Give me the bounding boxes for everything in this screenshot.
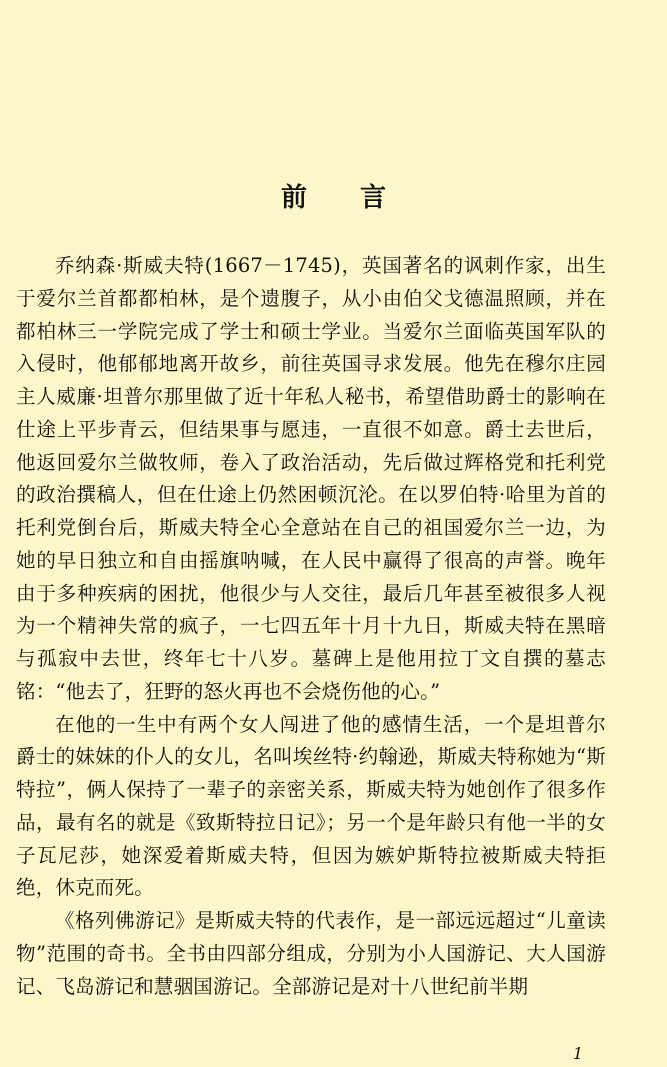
paragraph: 在他的一生中有两个女人闯进了他的感情生活，一个是坦普尔爵士的妹妹的仆人的女儿，名叫埃丝特·约翰逊，斯威夫特称她为“斯特拉”，俩人保持了一辈子的亲密关系，斯威夫特为她创作了很多作品，最有名的就是《致斯特拉日记》；另一个是年龄只有他一半的女子瓦尼莎，她深爱着斯威夫特，但因为嫉妒斯特拉被斯威夫特拒绝，休克而死。 <box>16 712 606 900</box>
paragraph: 乔纳森·斯威夫特(1667－1745)，英国著名的讽刺作家，出生于爱尔兰首都都柏林，是个遗腹子，从小由伯父戈德温照顾，并在都柏林三一学院完成了学士和硕士学业。当爱尔兰面临英国军队的入侵时，他郁郁地离开故乡，前往英国寻求发展。他先在穆尔庄园主人威廉·坦普尔那里做了近十年私人秘书，希望借助爵士的影响在仕途上平步青云，但结果事与愿违，一直很不如意。爵士去世后，他返回爱尔兰做牧师，卷入了政治活动，先后做过辉格党和托利党的政治撰稿人，但在仕途上仍然困顿沉沦。在以罗伯特·哈里为首的托利党倒台后，斯威夫特全心全意站在自己的祖国爱尔兰一边，为她的早日独立和自由摇旗呐喊，在人民中赢得了很高的声誉。晚年由于多种疾病的困扰，他很少与人交往，最后几年甚至被很多人视为一个精神失常的疯子，一七四五年十月十九日，斯威夫特在黑暗与孤寂中去世，终年七十八岁。墓碑上是他用拉丁文自撰的墓志铭：“他去了，狂野的怒火再也不会烧伤他的心。” <box>16 254 606 703</box>
page-number: 1 <box>572 1044 583 1063</box>
paragraph: 《格列佛游记》是斯威夫特的代表作，是一部远远超过“儿童读物”范围的奇书。全书由四部分组成，分别为小人国游记、大人国游记、飞岛游记和慧骃国游记。全部游记是对十八世纪前半期 <box>16 909 606 998</box>
body-text <box>16 250 606 1003</box>
page-title: 前 言 <box>280 183 409 213</box>
